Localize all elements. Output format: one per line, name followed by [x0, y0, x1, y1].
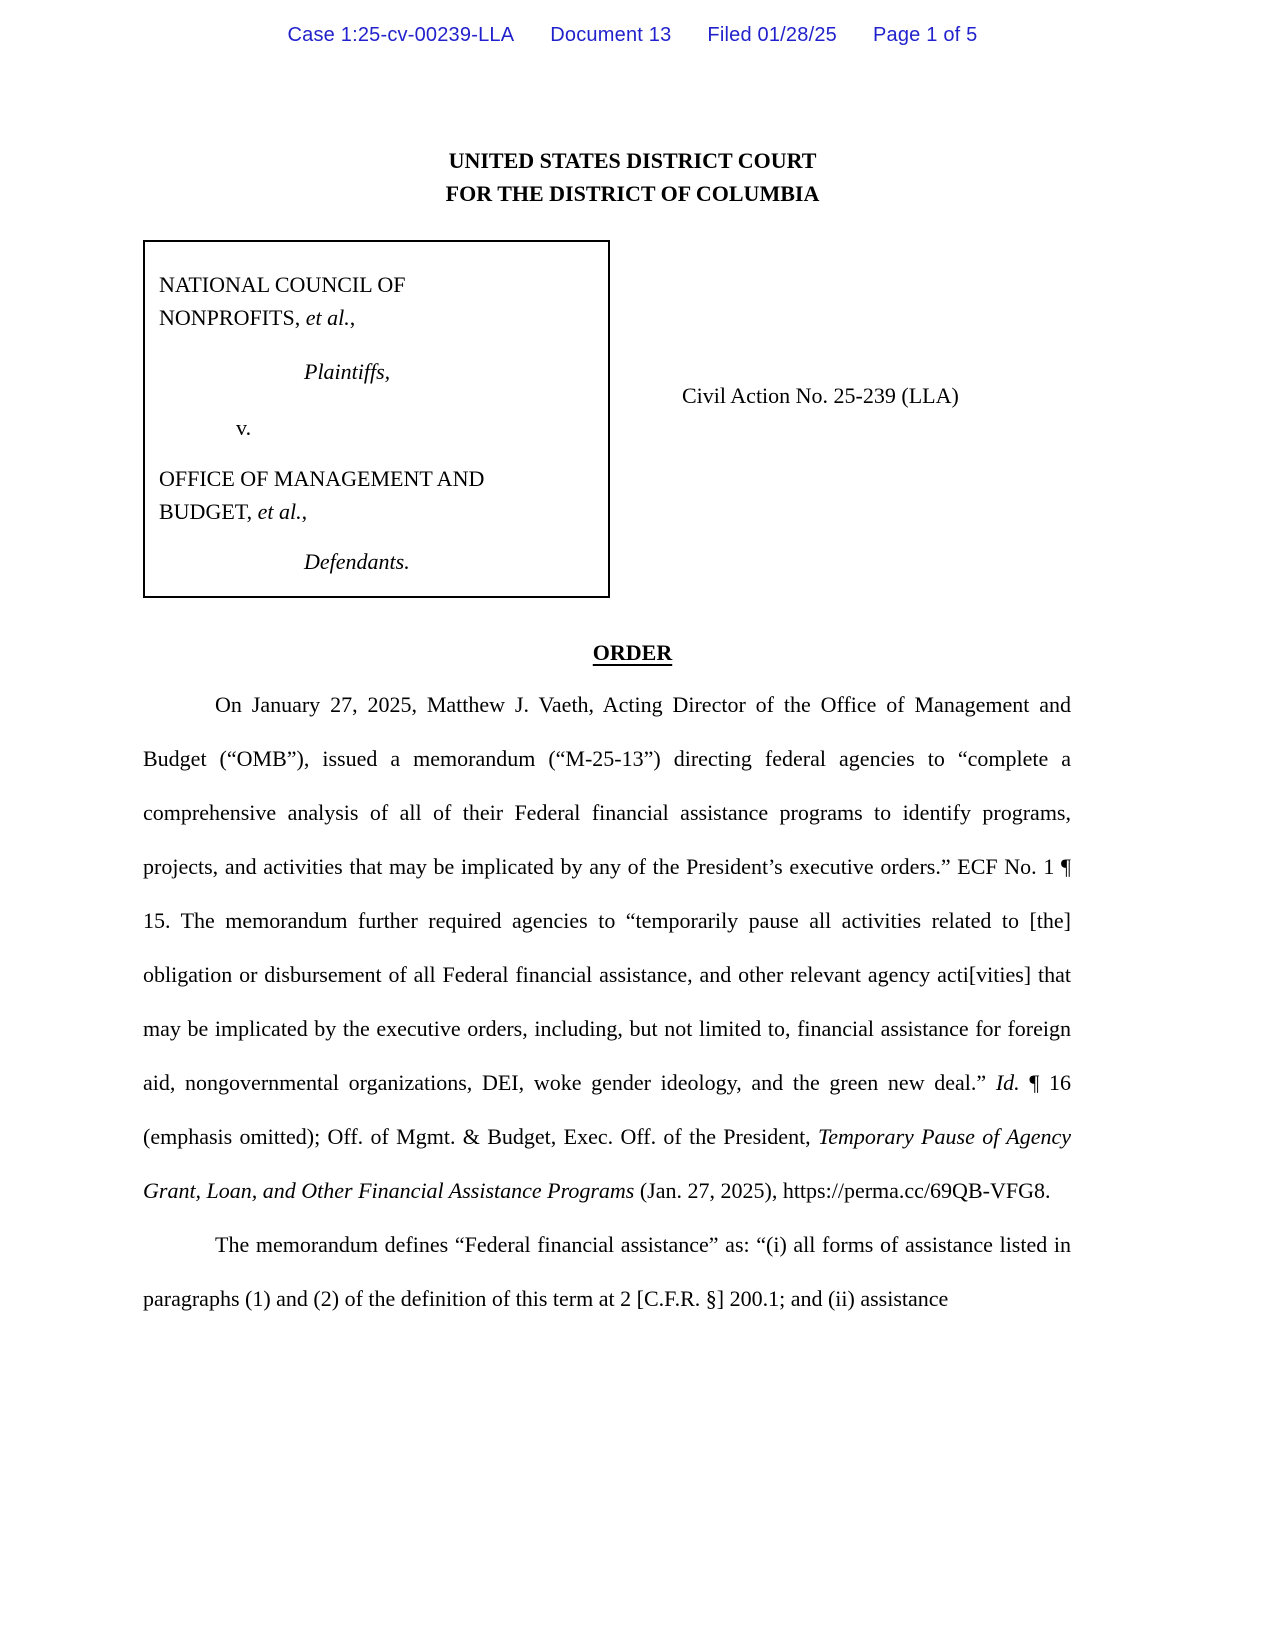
- order-paragraph-2: The memorandum defines “Federal financial assistance” as: “(i) all forms of assistance listed in paragraphs (1) and (2) of the definition of this term at 2 [C.F.R. §] 200.1; and (ii) assistance: [143, 1232, 1071, 1311]
- stamp-document-number: Document 13: [550, 24, 672, 46]
- defendants-label: Defendants.: [304, 549, 410, 574]
- plaintiff-name-line1: NATIONAL COUNCIL OF: [159, 272, 406, 297]
- plaintiffs-label: Plaintiffs,: [304, 359, 391, 384]
- versus-label: v.: [236, 415, 252, 440]
- civil-action-number: Civil Action No. 25-239 (LLA): [682, 383, 959, 408]
- order-heading: [0, 640, 1265, 666]
- case-stamp: [0, 24, 1265, 47]
- stamp-case-number: Case 1:25-cv-00239-LLA: [287, 24, 515, 46]
- plaintiff-name-line2: NONPROFITS, et al.,: [159, 305, 356, 330]
- order-body: [143, 678, 1071, 1326]
- defendant-name-line1: OFFICE OF MANAGEMENT AND: [159, 466, 485, 491]
- defendant-name-line2: BUDGET, et al.,: [159, 499, 308, 524]
- court-name-line2: FOR THE DISTRICT OF COLUMBIA: [445, 181, 820, 206]
- case-caption: [143, 240, 1103, 598]
- court-name: [0, 144, 1265, 210]
- defendant-name: [159, 462, 592, 528]
- order-paragraph-1: On January 27, 2025, Matthew J. Vaeth, Acting Director of the Office of Management and Budget (“OMB”), issued a memorandum (“M-25-13”) directing federal agencies to “complete a comprehensive analysis of all of their Federal financial assistance programs to identify programs, projects, and activities that may be implicated by any of the President’s executive orders.” ECF No. 1 ¶ 15. The memorandum further required agencies to “temporarily pause all activities related to [the] obligation or disbursement of all Federal financial assistance, and other relevant agency acti[vities] that may be implicated by the executive orders, including, but not limited to, financial assistance for foreign aid, nongovernmental organizations, DEI, woke gender ideology, and the green new deal.” Id. ¶ 16 (emphasis omitted); Off. of Mgmt. & Budget, Exec. Off. of the President, Temporary Pause of Agency Grant, Loan, and Other Financial Assistance Programs (Jan. 27, 2025), https://perma.cc/69QB-VFG8.: [143, 692, 1072, 1203]
- court-name-line1: UNITED STATES DISTRICT COURT: [448, 148, 817, 173]
- caption-box: [143, 240, 610, 598]
- stamp-page-number: Page 1 of 5: [872, 24, 978, 46]
- stamp-filed-date: Filed 01/28/25: [707, 24, 837, 46]
- order-heading-text: ORDER: [592, 640, 673, 665]
